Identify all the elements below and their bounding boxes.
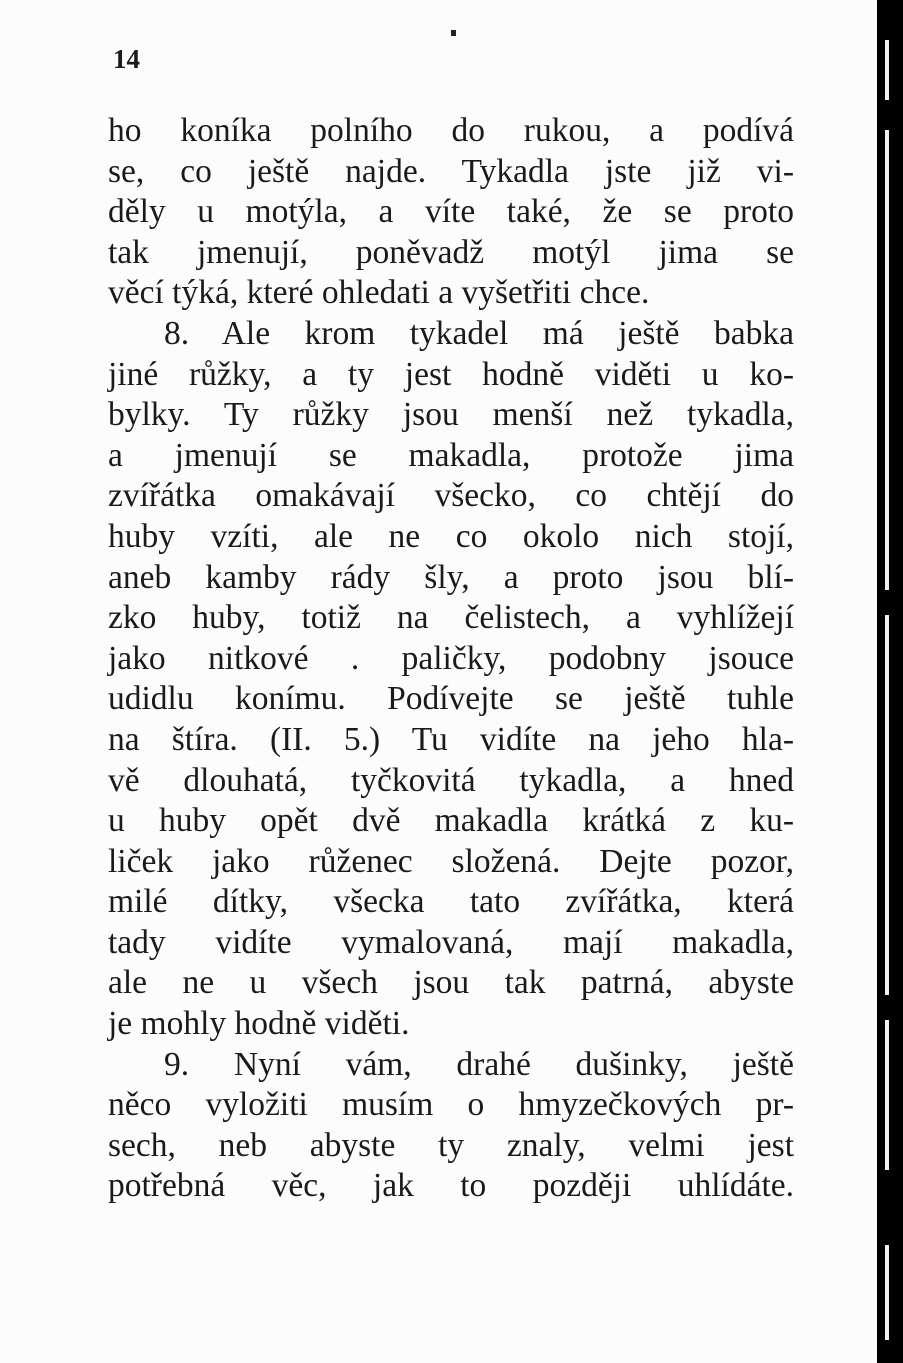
text-line: zvířátka omakávají všecko, co chtějí do [108,477,794,515]
text-line: a jmenují se makadla, protože jima [108,436,794,474]
text-line: liček jako růženec složená. Dejte pozor, [108,842,794,880]
text-line: jiné růžky, a ty jest hodně viděti u ko- [108,355,794,393]
binding-strip [885,615,889,995]
text-line: ale ne u všech jsou tak patrná, abyste [108,964,794,1002]
text-line: sech, neb abyste ty znaly, velmi jest [108,1126,794,1164]
binding-strip [885,1245,889,1340]
text-line: u huby opět dvě makadla krátká z ku- [108,802,794,840]
text-line: tak jmenují, poněvadž motýl jima se [108,233,794,271]
binding-strip [885,1020,889,1170]
binding-strip [885,40,889,100]
binding-strip [885,130,889,590]
page-number: 14 [113,44,140,74]
text-line: aneb kamby rády šly, a proto jsou blí- [108,558,794,596]
book-binding-edge [877,0,903,1363]
text-line: potřebná věc, jak to později uhlídáte. [108,1167,794,1205]
text-line: je mohly hodně viděti. [108,1005,410,1043]
text-line: tady vidíte vymalovaná, mají makadla, [108,923,794,961]
page-text [108,111,794,1207]
text-line: se, co ještě najde. Tykadla jste již vi- [108,152,794,190]
text-line: udidlu konímu. Podívejte se ještě tuhle [108,680,794,718]
text-line: milé dítky, všecka tato zvířátka, která [108,883,794,921]
text-line: ho koníka polního do rukou, a podívá [108,112,794,149]
text-line: něco vyložiti musím o hmyzečkových pr- [108,1086,794,1124]
print-speck [451,30,456,36]
text-line: zko huby, totiž na čelistech, a vyhlížejí [108,599,794,637]
text-line: věcí týká, které ohledati a vyšetřiti chce. [108,274,650,312]
text-line: na štíra. (II. 5.) Tu vidíte na jeho hla- [108,720,794,758]
text-line: 9. Nyní vám, drahé dušinky, ještě [164,1045,794,1083]
text-line: 8. Ale krom tykadel má ještě babka [164,314,794,352]
text-line: bylky. Ty růžky jsou menší než tykadla, [108,396,794,434]
text-line: jako nitkové . paličky, podobny jsouce [108,639,794,677]
text-line: děly u motýla, a víte také, že se proto [108,193,794,231]
text-line: vě dlouhatá, tyčkovitá tykadla, a hned [108,761,794,799]
text-line: huby vzíti, ale ne co okolo nich stojí, [108,517,794,555]
